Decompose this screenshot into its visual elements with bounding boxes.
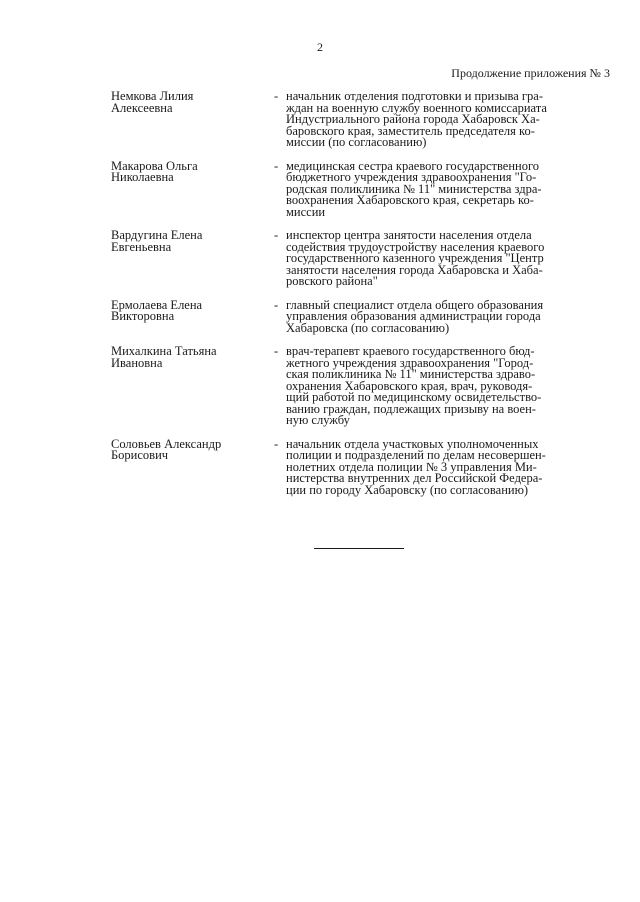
dash-separator: - — [274, 228, 279, 242]
dash-separator: - — [274, 158, 279, 173]
member-name: Немкова Лилия Алексеевна — [111, 89, 194, 115]
member-entry — [111, 436, 606, 497]
member-role: инспектор центра занятости населения отдела содействия трудоустройству населения краевого государственного казенного учреждения "Центр занятости населения города Хабаровска и Хаба- ровского района" — [286, 228, 545, 288]
member-entry — [111, 297, 606, 335]
member-role: начальник отдела участковых уполномоченных полиции и подразделений по делам несовершен- нолетних отдела полиции № 3 управления Ми- нистерства внутренних дел Российской Федера- ции по городу Хабаровску (по согласованию) — [286, 436, 546, 497]
member-name: Макарова Ольга Николаевна — [111, 158, 198, 184]
dash-separator: - — [274, 297, 279, 312]
page-number: 2 — [317, 40, 323, 54]
member-name: Ермолаева Елена Викторовна — [111, 297, 203, 323]
member-entry — [111, 230, 606, 288]
member-name: Михалкина Татьяна Ивановна — [111, 344, 217, 370]
dash-separator: - — [274, 436, 279, 451]
member-entry — [111, 346, 606, 427]
member-entry — [111, 158, 606, 219]
member-role: медицинская сестра краевого государственного бюджетного учреждения здравоохранения "Го- родская поликлиника № 11" министерства здра- воохранения Хабаровского края, секретарь ко- миссии — [286, 158, 542, 219]
commission-members-list — [111, 91, 606, 496]
member-role: главный специалист отдела общего образования управления образования администрации города Хабаровска (по согласованию) — [286, 297, 544, 335]
continuation-note: Продолжение приложения № 3 — [451, 66, 610, 80]
member-role: начальник отделения подготовки и призыва гра- ждан на военную службу военного комиссариата Индустриального района города Хабаровск Ха- баровского края, заместитель председателя ко- миссии (по согласованию) — [286, 89, 547, 149]
member-name: Соловьев Александр Борисович — [111, 436, 222, 462]
end-divider-line — [314, 548, 404, 549]
member-role: врач-терапевт краевого государственного бюд- жетного учреждения здравоохранения "Город- ская поликлиника № 11" министерства здраво- охранения Хабаровского края, врач, руководя- щий работой по медицинскому освидетельство- ванию граждан, подлежащих призыву на воен- ную службу — [286, 344, 542, 427]
dash-separator: - — [274, 89, 279, 103]
dash-separator: - — [274, 344, 279, 358]
member-entry — [111, 91, 606, 149]
member-name: Вардугина Елена Евгеньевна — [111, 228, 203, 254]
